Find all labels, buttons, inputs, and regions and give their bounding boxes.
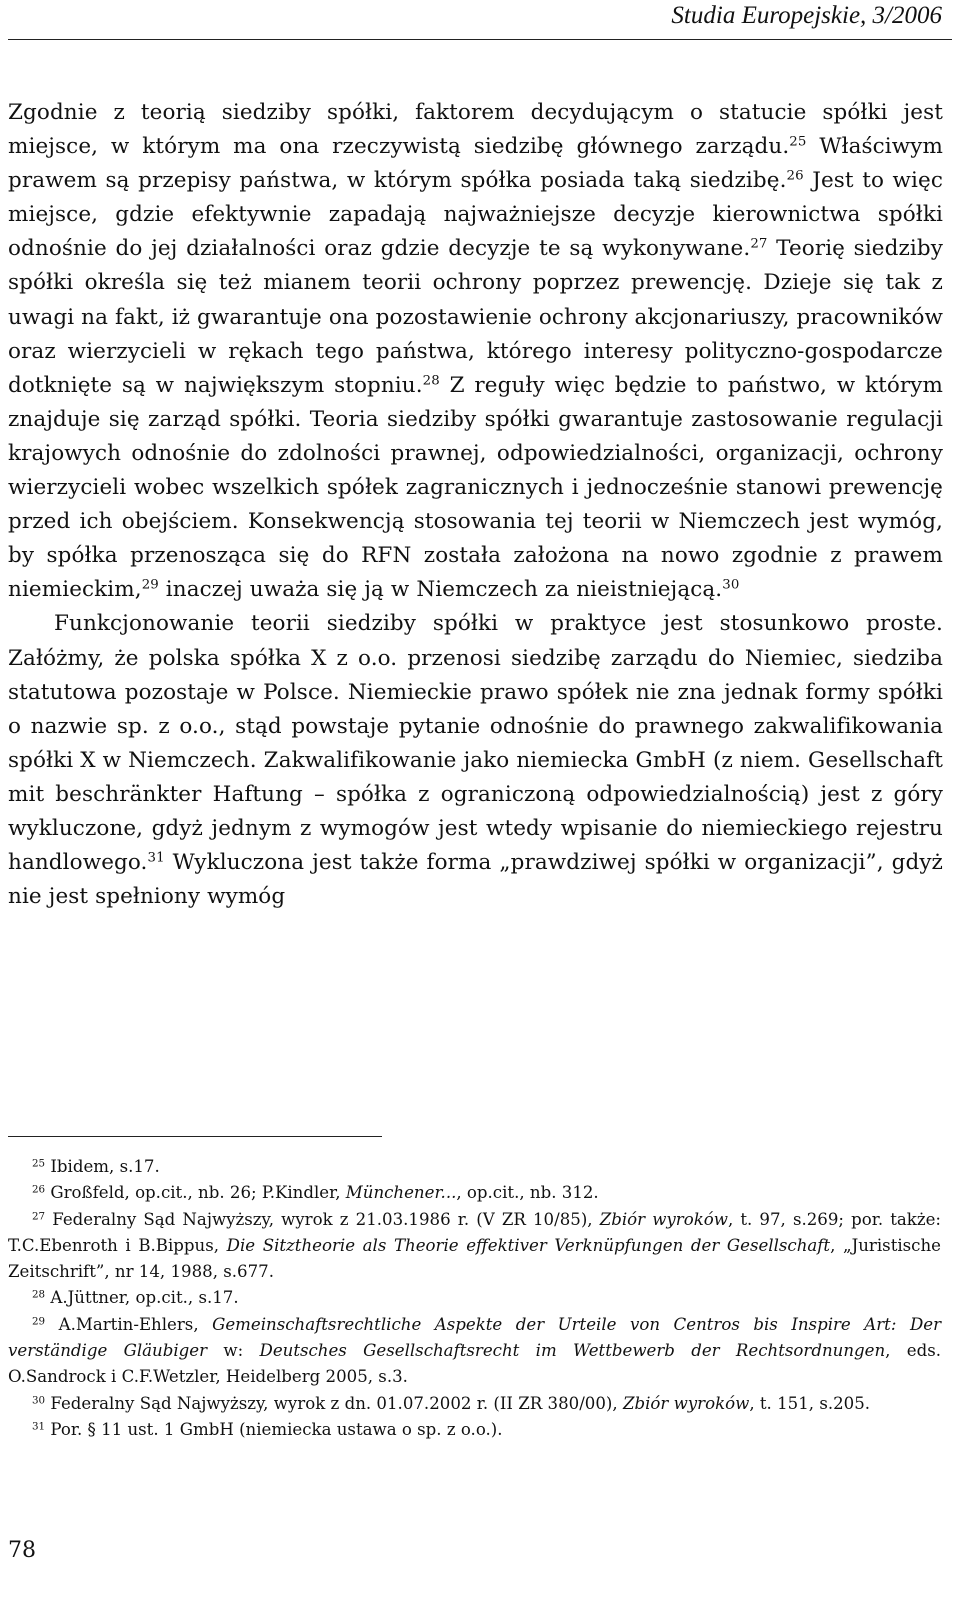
text-run: Großfeld, op.cit., nb. 26; P.Kindler, [45,1183,346,1203]
text-run: w: [207,1341,260,1361]
text-run: Zgodnie z teorią siedziby spółki, faktorem decydującym o statucie spółki jest miejsce, w którym ma ona rzeczywistą siedzibę głównego zarządu. [8,100,943,160]
running-title: Studia Europejskie, 3/2006 [671,2,942,29]
footnote-marker: 30 [32,1394,46,1407]
text-run: Wykluczona jest także forma „prawdziwej spółki w organizacji”, gdyż nie jest spełniony wymóg [8,850,943,910]
footnote-27 [8,1207,941,1286]
italic-title: Die Sitztheorie als Theorie effektiver Verknüpfungen der Gesellschaft [226,1235,831,1255]
text-run: , „Juristische Zeitschrift”, nr 14, 1988, s.677. [8,1235,941,1282]
footnote-28 [8,1285,941,1311]
text-run: Teorię siedziby spółki określa się też mianem teorii ochrony poprzez prewencję. Dzieje się tak z uwagi na fakt, iż gwarantuje ona pozostawienie ochrony akcjonariuszy, pracowników oraz wierzycieli w rękach tego państwa, którego interesy polityczno-gospodarcze dotknięte są w największym stopniu. [8,236,943,398]
footnote-marker: 27 [32,1209,46,1222]
footnote-marker: 25 [789,134,807,150]
footnote-marker: 25 [32,1157,46,1170]
body-paragraph [8,96,943,607]
body-paragraph [8,607,943,914]
text-run: Jest to więc miejsce, gdzie efektywnie zapadają najważniejsze decyzje kierownictwa spółki odnośnie do jej działalności oraz gdzie decyzje te są wykonywane. [8,168,943,262]
page-number: 78 [8,1538,36,1563]
text-run: inaczej uważa się ją w Niemczech za nieistniejącą. [158,577,723,603]
text-run: , t. 151, s.205. [749,1393,871,1413]
footnote-marker: 28 [32,1288,46,1301]
text-run: , op.cit., nb. 312. [456,1183,599,1203]
footnote-marker: 26 [32,1183,46,1196]
header-rule [8,39,952,40]
footnote-marker: 29 [141,577,159,593]
footnotes [8,1154,941,1443]
footnote-31 [8,1417,941,1443]
footnote-30 [8,1391,941,1417]
footnote-29 [8,1312,941,1391]
main-text [8,96,943,914]
text-run: Z reguły więc będzie to państwo, w którym znajduje się zarząd spółki. Teoria siedziby spółki gwarantuje zastosowanie regulacji krajowych odnośnie do zdolności prawnej, odpowiedzialności, organizacji, ochrony wierzycieli wobec wszelkich spółek zagranicznych i jednocześnie stanowi prewencję przed ich obejściem. Konsekwencją stosowania tej teorii w Niemczech jest wymóg, by spółka przenosząca się do RFN została założona na nowo zgodnie z prawem niemieckim, [8,372,943,603]
footnote-marker: 29 [32,1315,46,1328]
italic-title: Deutsches Gesellschaftsrecht im Wettbewerb der Rechtsordnungen [259,1341,886,1361]
text-run: Federalny Sąd Najwyższy, wyrok z dn. 01.07.2002 r. (II ZR 380/00), [45,1393,623,1413]
text-run: Właściwym prawem są przepisy państwa, w którym spółka posiada taką siedzibę. [8,134,943,194]
italic-title: Zbiór wyroków [622,1393,750,1413]
text-run: Por. § 11 ust. 1 GmbH (niemiecka ustawa o sp. z o.o.). [45,1419,503,1439]
footnote-marker: 31 [32,1420,46,1433]
footnote-26 [8,1180,941,1206]
footnote-marker: 30 [722,577,740,593]
footnote-25 [8,1154,941,1180]
text-run: Funkcjonowanie teorii siedziby spółki w praktyce jest stosunkowo proste. Załóżmy, że polska spółka X z o.o. przenosi siedzibę zarządu do Niemiec, siedziba statutowa pozostaje w Polsce. Niemieckie prawo spółek nie zna jednak formy spółki o nazwie sp. z o.o., stąd powstaje pytanie odnośnie do prawnego zakwalifikowania spółki X w Niemczech. Zakwalifikowanie jako niemiecka GmbH (z niem. Gesellschaft mit beschränkter Haftung – spółka z ograniczoną odpowiedzialnością) jest z góry wykluczone, gdyż jednym z wymogów jest wtedy wpisanie do niemieckiego rejestru handlowego. [8,611,943,876]
text-run: , t. 97, s.269; por. także: T.C.Ebenroth i B.Bippus, [8,1209,942,1255]
text-run: , eds. O.Sandrock i C.F.Wetzler, Heidelberg 2005, s.3. [8,1341,941,1387]
text-run: Federalny Sąd Najwyższy, wyrok z 21.03.1986 r. (V ZR 10/85), [45,1209,600,1229]
footnote-marker: 31 [147,850,165,866]
italic-title: Gemeinschaftsrechtliche Aspekte der Urteile von Centros bis Inspire Art: Der verständige Gläubiger [8,1314,941,1361]
text-run: A.Jüttner, op.cit., s.17. [45,1288,239,1308]
footnote-marker: 26 [786,168,804,184]
italic-title: Zbiór wyroków [599,1209,728,1229]
italic-title: Münchener... [345,1183,457,1203]
footnote-marker: 27 [750,237,768,253]
text-run: A.Martin-Ehlers, [45,1314,213,1334]
footnote-separator [8,1136,382,1137]
text-run: Ibidem, s.17. [45,1157,160,1176]
footnote-marker: 28 [422,373,440,389]
